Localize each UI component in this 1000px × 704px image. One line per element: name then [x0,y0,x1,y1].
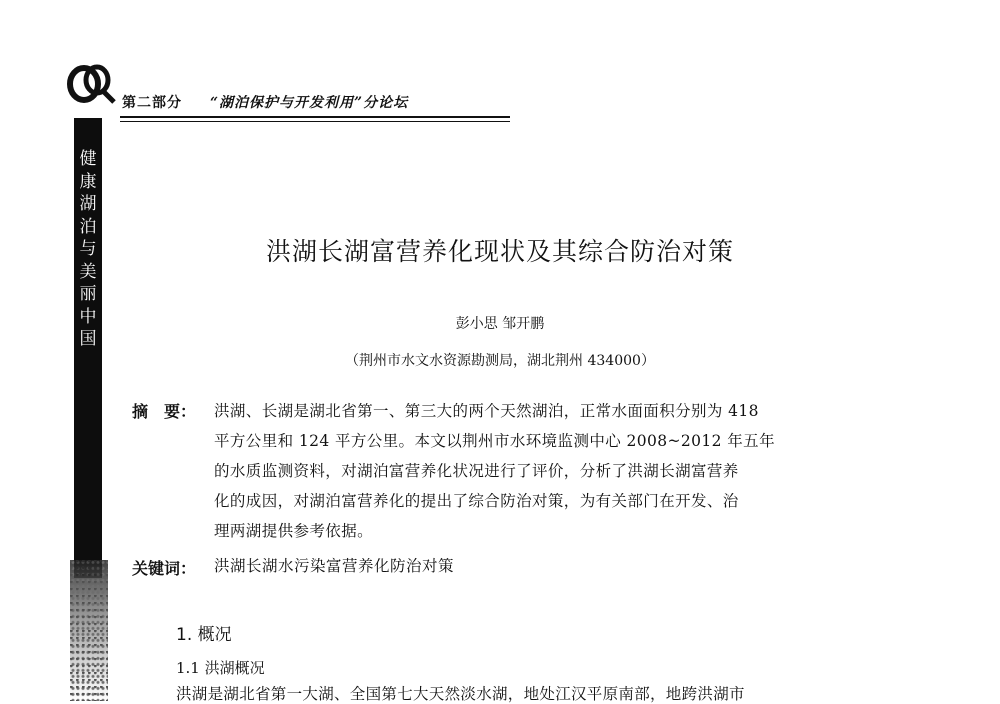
abstract-line: 理两湖提供参考依据。 [214,522,374,540]
keywords: 洪湖长湖水污染富营养化防治对策 [214,557,455,575]
abstract-line: 化的成因，对湖泊富营养化的提出了综合防治对策，为有关部门在开发、治 [214,492,739,510]
header-rule-thin [120,121,510,122]
abstract-line: 洪湖、长湖是湖北省第一、第三大的两个天然湖泊，正常水面面积分别为 418 [214,402,759,420]
side-tab-label: 健康湖泊与美丽中国 [79,149,97,349]
abstract-label: 摘 要： [132,402,197,421]
series-title: “湖泊保护与开发利用”分论坛 [210,95,409,111]
part-label: 第二部分 [122,95,182,111]
publication-logo-icon [64,62,116,106]
abstract-body [214,396,904,546]
header-rule-thick [120,116,510,118]
article-authors: 彭小思 邹开鹏 [455,316,545,332]
article-title: 洪湖长湖富营养化现状及其综合防治对策 [265,237,734,266]
subsection-heading: 1.1 洪湖概况 [176,659,265,677]
body-paragraph: 洪湖是湖北省第一大湖、全国第七大天然淡水湖，地处江汉平原南部，地跨洪湖市 [176,685,745,703]
abstract-line: 平方公里和 124 平方公里。本文以荆州市水环境监测中心 2008~2012 年五年 [214,432,775,450]
keywords-label: 关键词： [132,559,197,578]
abstract-line: 的水质监测资料，对湖泊富营养化状况进行了评价，分析了洪湖长湖富营养 [214,462,739,480]
section-heading: 1. 概况 [176,625,232,645]
running-header [122,92,408,112]
side-tab-scan-edge [70,560,108,701]
author-affiliation: （荆州市水文水资源勘测局，湖北荆州 434000） [345,353,655,369]
